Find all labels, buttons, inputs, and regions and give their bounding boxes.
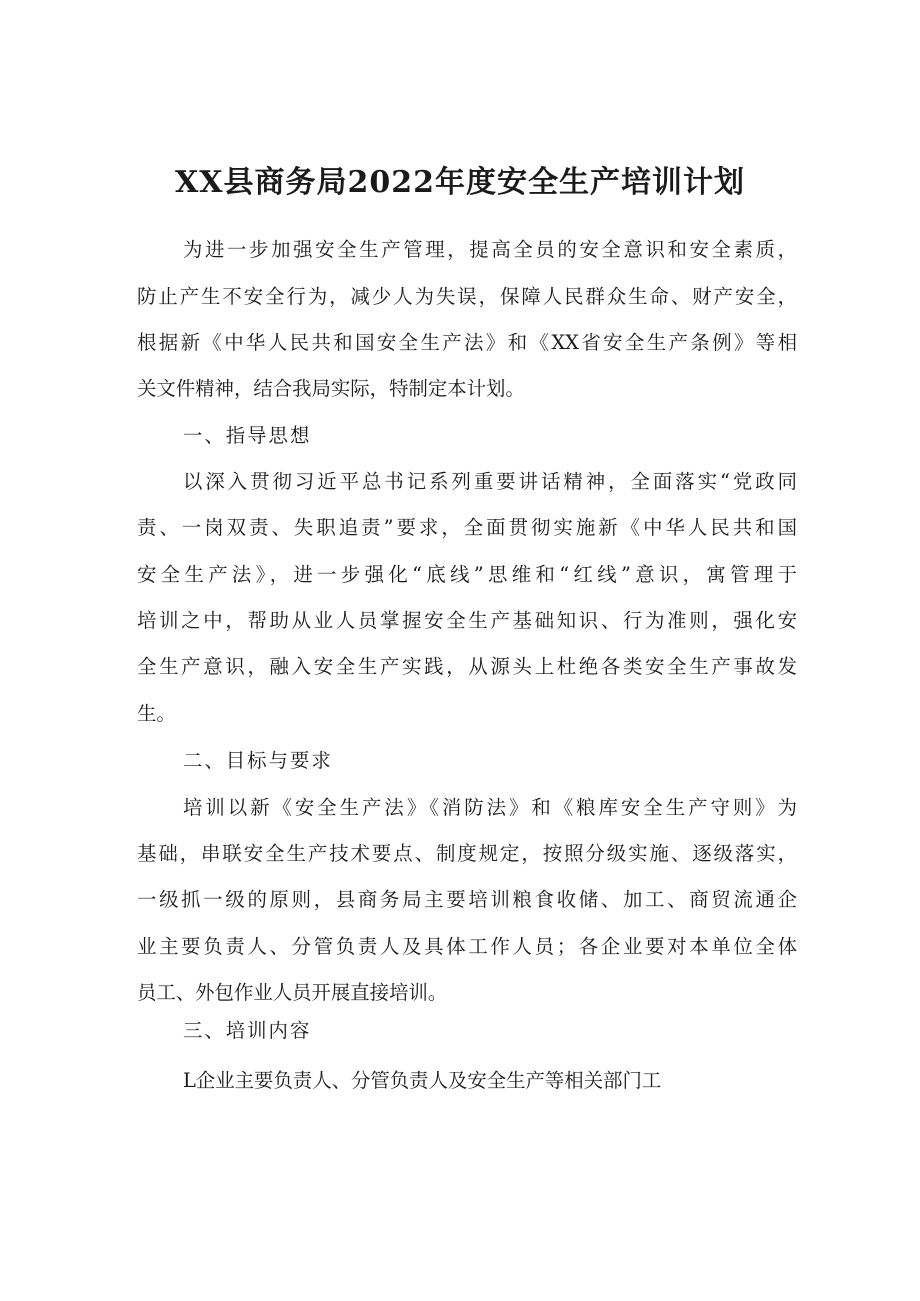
section2-line-5: 员工、外包作业人员开展直接培训。 (137, 981, 448, 1004)
intro-line-4: 关文件精神，结合我局实际，特制定本计划。 (137, 377, 525, 400)
intro-line-1: 为进一步加强安全生产管理，提高全员的安全意识和安全素质， (183, 238, 797, 261)
section3-line-1: L企业主要负责人、分管负责人及安全生产等相关部门工 (183, 1069, 662, 1092)
section2-line-4: 业主要负责人、分管负责人及具体工作人员；各企业要对本单位全体 (137, 935, 797, 958)
section1-line-6: 生。 (137, 702, 176, 725)
section1-line-4: 培训之中，帮助从业人员掌握安全生产基础知识、行为准则，强化安 (137, 609, 797, 632)
section1-line-2: 责、一岗双责、失职追责”要求，全面贯彻实施新《中华人民共和国 (137, 516, 797, 539)
section1-line-1: 以深入贯彻习近平总书记系列重要讲话精神，全面落实“党政同 (183, 470, 797, 493)
section-heading-goals-requirements: 二、目标与要求 (183, 749, 333, 772)
section2-line-2: 基础，串联安全生产技术要点、制度规定，按照分级实施、逐级落实， (137, 842, 797, 865)
section2-line-3: 一级抓一级的原则，县商务局主要培训粮食收储、加工、商贸流通企 (137, 888, 797, 911)
section-heading-guiding-ideology: 一、指导思想 (183, 424, 312, 447)
section1-line-5: 全生产意识，融入安全生产实践，从源头上杜绝各类安全生产事故发 (137, 655, 797, 678)
intro-line-3: 根据新《中华人民共和国安全生产法》和《XX省安全生产条例》等相 (137, 331, 797, 354)
section-heading-training-content: 三、培训内容 (183, 1019, 312, 1042)
document-title: XX县商务局2022年度安全生产培训计划 (174, 165, 746, 200)
intro-line-2: 防止产生不安全行为，减少人为失误，保障人民群众生命、财产安全， (137, 285, 797, 308)
section1-line-3: 安全生产法》，进一步强化“底线”思维和“红线”意识，寓管理于 (137, 563, 797, 586)
section2-line-1: 培训以新《安全生产法》《消防法》和《粮库安全生产守则》为 (183, 796, 797, 819)
